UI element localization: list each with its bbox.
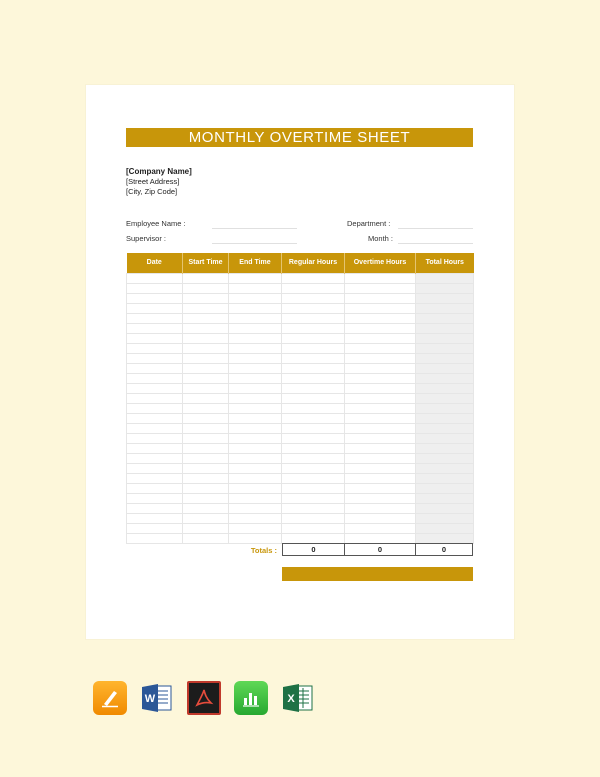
table-cell[interactable]	[282, 324, 345, 334]
excel-icon[interactable]	[281, 681, 315, 715]
table-cell[interactable]	[127, 354, 183, 364]
table-cell[interactable]	[282, 454, 345, 464]
department-label: Department :	[347, 219, 391, 228]
table-row	[127, 434, 474, 444]
table-cell[interactable]	[183, 364, 229, 374]
table-cell[interactable]	[229, 534, 282, 544]
app-format-icons	[93, 681, 315, 715]
table-cell[interactable]	[282, 314, 345, 324]
table-cell[interactable]	[229, 444, 282, 454]
supervisor-field[interactable]	[212, 243, 297, 244]
table-cell[interactable]	[345, 334, 416, 344]
table-row	[127, 524, 474, 534]
employee-name-label: Employee Name :	[126, 219, 186, 228]
table-cell[interactable]	[345, 414, 416, 424]
column-header: Start Time	[183, 253, 229, 274]
table-cell[interactable]	[127, 474, 183, 484]
table-cell[interactable]	[416, 294, 474, 304]
total-total-hours: 0	[415, 543, 473, 556]
table-cell[interactable]	[229, 514, 282, 524]
table-cell[interactable]	[345, 424, 416, 434]
table-cell[interactable]	[127, 514, 183, 524]
table-cell[interactable]	[345, 274, 416, 284]
table-cell[interactable]	[229, 474, 282, 484]
table-cell[interactable]	[229, 374, 282, 384]
table-cell[interactable]	[183, 454, 229, 464]
table-cell[interactable]	[416, 414, 474, 424]
table-cell[interactable]	[282, 274, 345, 284]
table-cell[interactable]	[345, 404, 416, 414]
street-address: [Street Address]	[126, 177, 180, 186]
table-cell[interactable]	[416, 274, 474, 284]
table-cell[interactable]	[345, 364, 416, 374]
table-cell[interactable]	[127, 274, 183, 284]
table-cell[interactable]	[345, 394, 416, 404]
table-row	[127, 294, 474, 304]
table-cell[interactable]	[127, 304, 183, 314]
table-cell[interactable]	[416, 314, 474, 324]
table-cell[interactable]	[282, 504, 345, 514]
table-cell[interactable]	[416, 474, 474, 484]
table-cell[interactable]	[183, 284, 229, 294]
table-row	[127, 344, 474, 354]
table-cell[interactable]	[416, 424, 474, 434]
table-cell[interactable]	[183, 474, 229, 484]
table-cell[interactable]	[282, 484, 345, 494]
table-cell[interactable]	[127, 494, 183, 504]
month-field[interactable]	[398, 243, 473, 244]
table-cell[interactable]	[127, 334, 183, 344]
table-cell[interactable]	[229, 454, 282, 464]
table-cell[interactable]	[345, 454, 416, 464]
table-cell[interactable]	[229, 484, 282, 494]
table-cell[interactable]	[127, 404, 183, 414]
table-cell[interactable]	[416, 484, 474, 494]
table-row	[127, 464, 474, 474]
city-zip: [City, Zip Code]	[126, 187, 178, 196]
table-cell[interactable]	[183, 384, 229, 394]
table-row	[127, 444, 474, 454]
table-cell[interactable]	[229, 294, 282, 304]
table-cell[interactable]	[229, 414, 282, 424]
table-cell[interactable]	[345, 304, 416, 314]
table-row	[127, 424, 474, 434]
table-cell[interactable]	[345, 354, 416, 364]
employee-name-field[interactable]	[212, 228, 297, 229]
table-cell[interactable]	[183, 404, 229, 414]
column-header: Total Hours	[416, 253, 474, 274]
table-cell[interactable]	[229, 494, 282, 504]
table-cell[interactable]	[345, 464, 416, 474]
company-name: [Company Name]	[126, 167, 192, 176]
table-cell[interactable]	[282, 364, 345, 374]
table-row	[127, 374, 474, 384]
table-cell[interactable]	[282, 294, 345, 304]
table-cell[interactable]	[183, 484, 229, 494]
department-field[interactable]	[398, 228, 473, 229]
table-cell[interactable]	[345, 534, 416, 544]
table-row	[127, 414, 474, 424]
footer-bar	[282, 567, 473, 581]
table-cell[interactable]	[345, 374, 416, 384]
table-cell[interactable]	[282, 514, 345, 524]
table-cell[interactable]	[127, 524, 183, 534]
table-cell[interactable]	[183, 504, 229, 514]
table-cell[interactable]	[416, 334, 474, 344]
table-cell[interactable]	[127, 504, 183, 514]
table-cell[interactable]	[183, 414, 229, 424]
table-cell[interactable]	[183, 524, 229, 534]
table-cell[interactable]	[345, 384, 416, 394]
table-cell[interactable]	[229, 344, 282, 354]
table-cell[interactable]	[183, 354, 229, 364]
table-cell[interactable]	[127, 314, 183, 324]
table-cell[interactable]	[416, 504, 474, 514]
month-label: Month :	[368, 234, 394, 243]
column-header: End Time	[229, 253, 282, 274]
table-cell[interactable]	[183, 514, 229, 524]
table-cell[interactable]	[416, 344, 474, 354]
table-cell[interactable]	[183, 344, 229, 354]
table-cell[interactable]	[282, 284, 345, 294]
table-cell[interactable]	[183, 464, 229, 474]
table-cell[interactable]	[345, 434, 416, 444]
table-cell[interactable]	[127, 464, 183, 474]
table-row	[127, 504, 474, 514]
table-cell[interactable]	[416, 454, 474, 464]
table-row	[127, 394, 474, 404]
table-cell[interactable]	[183, 304, 229, 314]
table-row	[127, 484, 474, 494]
table-cell[interactable]	[345, 314, 416, 324]
table-cell[interactable]	[229, 324, 282, 334]
table-cell[interactable]	[229, 304, 282, 314]
table-cell[interactable]	[229, 334, 282, 344]
table-cell[interactable]	[282, 464, 345, 474]
table-cell[interactable]	[183, 274, 229, 284]
table-cell[interactable]	[416, 464, 474, 474]
totals-label: Totals :	[250, 546, 277, 555]
table-cell[interactable]	[183, 534, 229, 544]
table-cell[interactable]	[345, 444, 416, 454]
table-cell[interactable]	[282, 344, 345, 354]
document-preview	[86, 85, 514, 639]
company-block	[126, 167, 192, 197]
word-icon[interactable]	[140, 681, 174, 715]
table-cell[interactable]	[416, 324, 474, 334]
table-cell[interactable]	[229, 464, 282, 474]
table-cell[interactable]	[345, 524, 416, 534]
pages-icon[interactable]	[93, 681, 127, 715]
svg-text:X: X	[287, 693, 295, 705]
table-cell[interactable]	[282, 424, 345, 434]
table-cell[interactable]	[183, 494, 229, 504]
table-cell[interactable]	[416, 444, 474, 454]
table-cell[interactable]	[127, 534, 183, 544]
table-cell[interactable]	[282, 524, 345, 534]
table-row	[127, 334, 474, 344]
table-cell[interactable]	[416, 354, 474, 364]
table-row	[127, 514, 474, 524]
table-cell[interactable]	[282, 374, 345, 384]
table-cell[interactable]	[229, 504, 282, 514]
table-cell[interactable]	[416, 524, 474, 534]
table-cell[interactable]	[127, 294, 183, 304]
table-cell[interactable]	[127, 414, 183, 424]
table-cell[interactable]	[183, 424, 229, 434]
table-cell[interactable]	[282, 414, 345, 424]
table-cell[interactable]	[345, 294, 416, 304]
table-cell[interactable]	[345, 494, 416, 504]
table-cell[interactable]	[282, 394, 345, 404]
table-row	[127, 404, 474, 414]
table-cell[interactable]	[416, 364, 474, 374]
table-row	[127, 454, 474, 464]
table-cell[interactable]	[345, 504, 416, 514]
table-cell[interactable]	[127, 394, 183, 404]
table-cell[interactable]	[416, 304, 474, 314]
table-cell[interactable]	[183, 434, 229, 444]
table-cell[interactable]	[345, 344, 416, 354]
table-cell[interactable]	[229, 284, 282, 294]
table-cell[interactable]	[229, 424, 282, 434]
overtime-table	[126, 253, 474, 544]
table-cell[interactable]	[416, 404, 474, 414]
table-cell[interactable]	[416, 534, 474, 544]
table-cell[interactable]	[416, 394, 474, 404]
table-cell[interactable]	[345, 284, 416, 294]
table-cell[interactable]	[127, 384, 183, 394]
table-cell[interactable]	[345, 474, 416, 484]
table-cell[interactable]	[183, 444, 229, 454]
table-cell[interactable]	[229, 434, 282, 444]
table-row	[127, 354, 474, 364]
table-cell[interactable]	[416, 374, 474, 384]
table-cell[interactable]	[282, 534, 345, 544]
table-cell[interactable]	[127, 284, 183, 294]
table-cell[interactable]	[282, 474, 345, 484]
table-cell[interactable]	[127, 364, 183, 374]
table-row	[127, 364, 474, 374]
table-row	[127, 314, 474, 324]
table-cell[interactable]	[229, 384, 282, 394]
title-bar	[126, 128, 473, 147]
table-cell[interactable]	[183, 374, 229, 384]
table-row	[127, 494, 474, 504]
table-cell[interactable]	[127, 344, 183, 354]
table-cell[interactable]	[282, 444, 345, 454]
table-cell[interactable]	[282, 334, 345, 344]
table-row	[127, 304, 474, 314]
table-cell[interactable]	[229, 404, 282, 414]
table-cell[interactable]	[183, 394, 229, 404]
svg-text:W: W	[144, 693, 156, 705]
table-cell[interactable]	[229, 364, 282, 374]
total-overtime-hours: 0	[344, 543, 416, 556]
table-cell[interactable]	[229, 524, 282, 534]
table-row	[127, 274, 474, 284]
table-cell[interactable]	[416, 434, 474, 444]
table-row	[127, 534, 474, 544]
table-cell[interactable]	[282, 304, 345, 314]
table-cell[interactable]	[282, 434, 345, 444]
table-cell[interactable]	[127, 374, 183, 384]
table-cell[interactable]	[416, 514, 474, 524]
table-cell[interactable]	[127, 324, 183, 334]
table-cell[interactable]	[229, 274, 282, 284]
table-cell[interactable]	[127, 444, 183, 454]
table-cell[interactable]	[229, 314, 282, 324]
table-cell[interactable]	[282, 384, 345, 394]
table-cell[interactable]	[345, 514, 416, 524]
table-header-row	[127, 253, 474, 274]
table-cell[interactable]	[127, 434, 183, 444]
table-cell[interactable]	[183, 334, 229, 344]
column-header: Overtime Hours	[345, 253, 416, 274]
table-cell[interactable]	[416, 494, 474, 504]
table-row	[127, 284, 474, 294]
table-cell[interactable]	[127, 484, 183, 494]
table-cell[interactable]	[127, 424, 183, 434]
table-cell[interactable]	[183, 314, 229, 324]
table-cell[interactable]	[183, 294, 229, 304]
column-header: Date	[127, 253, 183, 274]
table-cell[interactable]	[416, 384, 474, 394]
table-cell[interactable]	[282, 404, 345, 414]
table-row	[127, 474, 474, 484]
table-cell[interactable]	[229, 394, 282, 404]
table-cell[interactable]	[183, 324, 229, 334]
table-cell[interactable]	[416, 284, 474, 294]
pdf-icon[interactable]	[187, 681, 221, 715]
table-cell[interactable]	[282, 354, 345, 364]
document-title: MONTHLY OVERTIME SHEET	[188, 129, 411, 146]
table-cell[interactable]	[229, 354, 282, 364]
column-header: Regular Hours	[282, 253, 345, 274]
supervisor-label: Supervisor :	[126, 234, 167, 243]
table-cell[interactable]	[127, 454, 183, 464]
table-row	[127, 384, 474, 394]
numbers-icon[interactable]	[234, 681, 268, 715]
table-cell[interactable]	[282, 494, 345, 504]
table-row	[127, 324, 474, 334]
table-cell[interactable]	[345, 484, 416, 494]
total-regular-hours: 0	[282, 543, 345, 556]
table-cell[interactable]	[345, 324, 416, 334]
